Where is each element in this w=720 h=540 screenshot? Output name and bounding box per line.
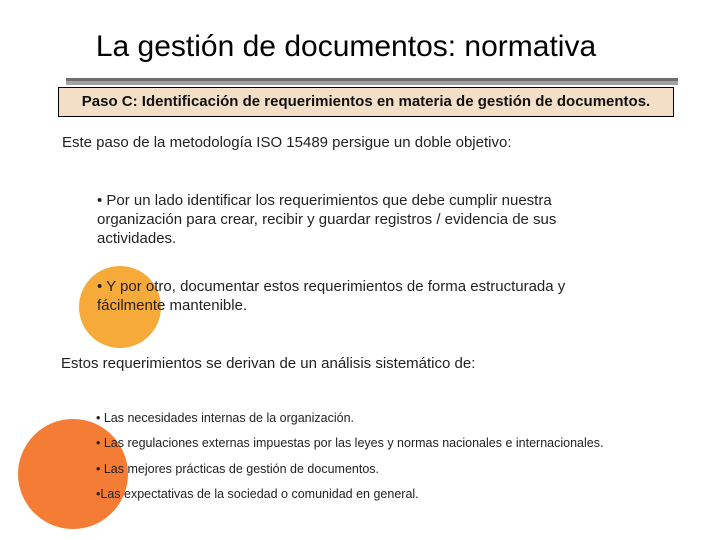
analysis-intro-text: Estos requerimientos se derivan de un análisis sistemático de: (61, 355, 476, 372)
intro-text: Este paso de la metodología ISO 15489 persigue un doble objetivo: (62, 134, 512, 151)
objective-bullet: • Y por otro, documentar estos requerimientos de forma estructurada y fácilmente mantenible. (97, 278, 566, 314)
analysis-list-item: • Las mejores prácticas de gestión de documentos. (96, 462, 380, 476)
analysis-list-item: •Las expectativas de la sociedad o comunidad en general. (96, 487, 419, 501)
title-rule (66, 78, 678, 81)
slide-title: La gestión de documentos: normativa (95, 30, 597, 63)
objective-bullet: • Por un lado identificar los requerimientos que debe cumplir nuestra organización para crear, recibir y guardar registros / evidencia de sus actividades. (97, 192, 557, 247)
analysis-list-item: • Las regulaciones externas impuestas por las leyes y normas nacionales e internacionales. (96, 436, 604, 450)
step-banner: Paso C: Identificación de requerimientos en materia de gestión de documentos. (58, 87, 674, 117)
analysis-list-item: • Las necesidades internas de la organización. (96, 411, 355, 425)
